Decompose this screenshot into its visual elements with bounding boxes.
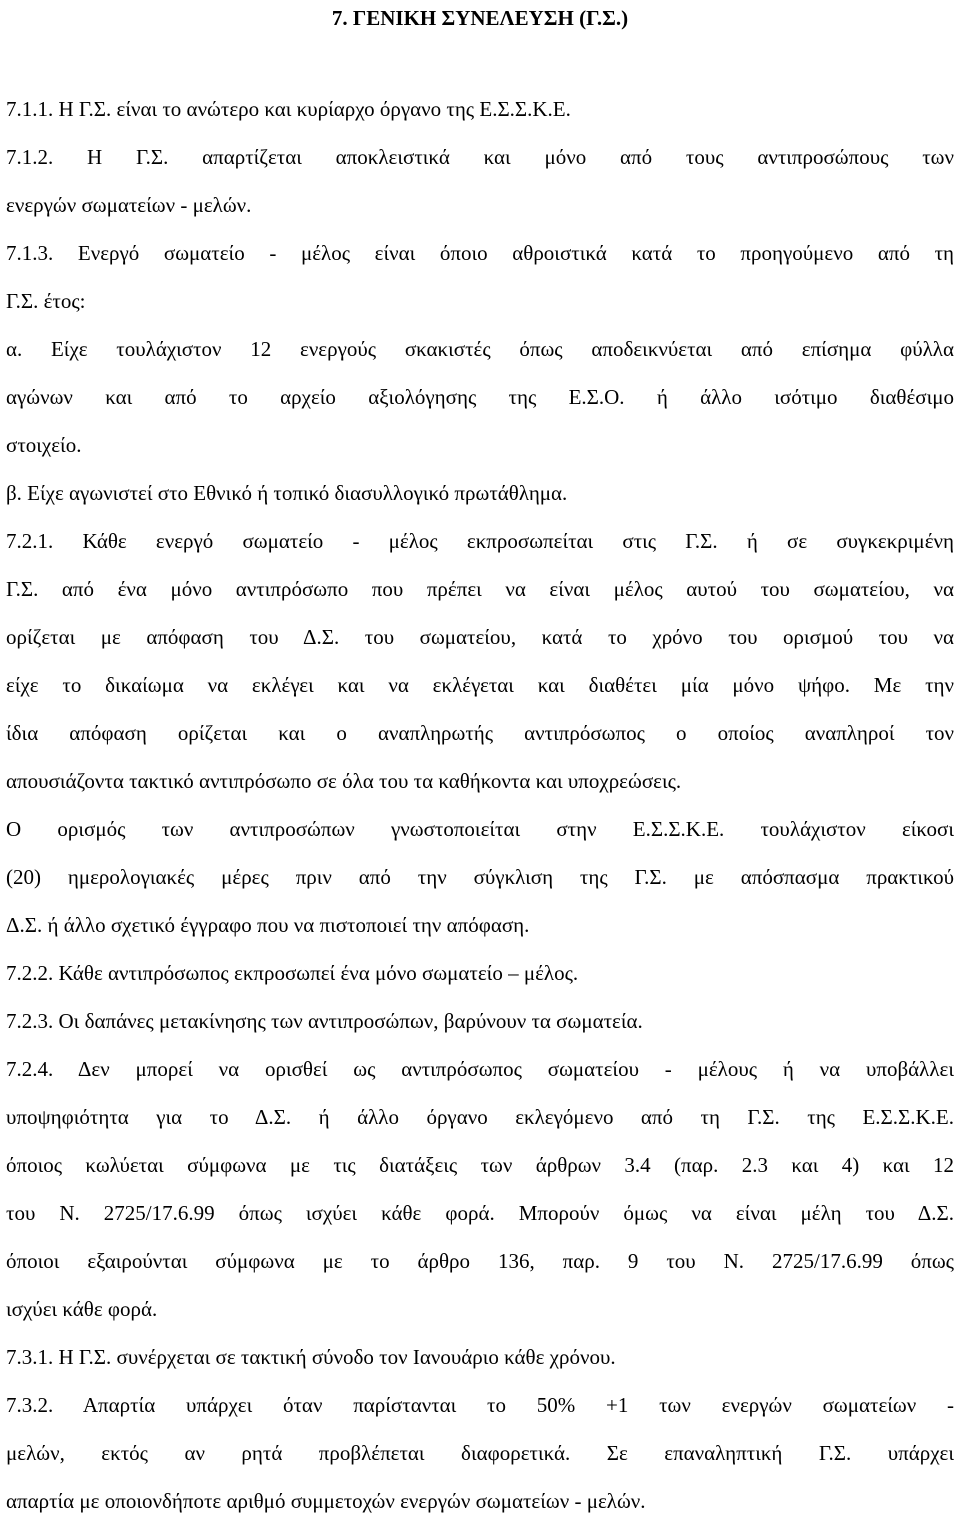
- text-line: Ο ορισμός των αντιπροσώπων γνωστοποιείται στην Ε.Σ.Σ.Κ.Ε. τουλάχιστον είκοσι: [6, 817, 954, 841]
- text-line: 7.1.3. Ενεργό σωματείο - μέλος είναι όποιο αθροιστικά κατά το προηγούμενο από τη: [6, 241, 954, 265]
- text-line: β. Είχε αγωνιστεί στο Εθνικό ή τοπικό διασυλλογικό πρωτάθλημα.: [6, 481, 568, 505]
- text-line: 7.2.3. Οι δαπάνες μετακίνησης των αντιπροσώπων, βαρύνουν τα σωματεία.: [6, 1009, 643, 1033]
- text-line: 7.2.2. Κάθε αντιπρόσωπος εκπροσωπεί ένα μόνο σωματείο – μέλος.: [6, 961, 579, 985]
- text-line: αγώνων και από το αρχείο αξιολόγησης της Ε.Σ.Ο. ή άλλο ισότιμο διαθέσιμο: [6, 385, 954, 409]
- text-line: ίδια απόφαση ορίζεται και ο αναπληρωτής αντιπρόσωπος ο οποίος αναπληροί τον: [6, 721, 954, 745]
- text-line: ενεργών σωματείων - μελών.: [6, 193, 252, 217]
- text-line: απαρτία με οποιονδήποτε αριθμό συμμετοχών ενεργών σωματείων - μελών.: [6, 1489, 646, 1513]
- text-line: 7.2.1. Κάθε ενεργό σωματείο - μέλος εκπροσωπείται στις Γ.Σ. ή σε συγκεκριμένη: [6, 529, 954, 553]
- text-line: Γ.Σ. έτος:: [6, 289, 86, 313]
- text-line: όποιοι εξαιρούνται σύμφωνα με το άρθρο 136, παρ. 9 του Ν. 2725/17.6.99 όπως: [6, 1249, 954, 1273]
- text-line: 7.1.1. Η Γ.Σ. είναι το ανώτερο και κυρίαρχο όργανο της Ε.Σ.Σ.Κ.Ε.: [6, 97, 571, 121]
- text-line: του Ν. 2725/17.6.99 όπως ισχύει κάθε φορά. Μπορούν όμως να είναι μέλη του Δ.Σ.: [6, 1201, 954, 1225]
- text-line: μελών, εκτός αν ρητά προβλέπεται διαφορετικά. Σε επαναληπτική Γ.Σ. υπάρχει: [6, 1441, 954, 1465]
- text-line: 7.3.1. Η Γ.Σ. συνέρχεται σε τακτική σύνοδο τον Ιανουάριο κάθε χρόνου.: [6, 1345, 616, 1369]
- text-line: απουσιάζοντα τακτικό αντιπρόσωπο σε όλα του τα καθήκοντα και υποχρεώσεις.: [6, 769, 682, 793]
- section-heading: 7. ΓΕΝΙΚΗ ΣΥΝΕΛΕΥΣΗ (Γ.Σ.): [331, 6, 629, 30]
- text-line: (20) ημερολογιακές μέρες πριν από την σύγκλιση της Γ.Σ. με απόσπασμα πρακτικού: [6, 865, 954, 889]
- text-line: 7.2.4. Δεν μπορεί να ορισθεί ως αντιπρόσωπος σωματείου - μέλους ή να υποβάλλει: [6, 1057, 954, 1081]
- text-line: Δ.Σ. ή άλλο σχετικό έγγραφο που να πιστοποιεί την απόφαση.: [6, 913, 530, 937]
- text-line: ισχύει κάθε φορά.: [6, 1297, 158, 1321]
- text-line: στοιχείο.: [6, 433, 82, 457]
- text-line: 7.1.2. Η Γ.Σ. απαρτίζεται αποκλειστικά και μόνο από τους αντιπροσώπους των: [6, 145, 954, 169]
- text-line: είχε το δικαίωμα να εκλέγει και να εκλέγεται και διαθέτει μία μόνο ψήφο. Με την: [6, 673, 954, 697]
- text-line: όποιος κωλύεται σύμφωνα με τις διατάξεις των άρθρων 3.4 (παρ. 2.3 και 4) και 12: [6, 1153, 954, 1177]
- text-line: ορίζεται με απόφαση του Δ.Σ. του σωματείου, κατά το χρόνο του ορισμού του να: [6, 625, 954, 649]
- text-line: α. Είχε τουλάχιστον 12 ενεργούς σκακιστές όπως αποδεικνύεται από επίσημα φύλλα: [6, 337, 954, 361]
- text-line: Γ.Σ. από ένα μόνο αντιπρόσωπο που πρέπει να είναι μέλος αυτού του σωματείου, να: [6, 577, 954, 601]
- text-line: 7.3.2. Απαρτία υπάρχει όταν παρίστανται το 50% +1 των ενεργών σωματείων -: [6, 1393, 954, 1417]
- text-line: υποψηφιότητα για το Δ.Σ. ή άλλο όργανο εκλεγόμενο από τη Γ.Σ. της Ε.Σ.Σ.Κ.Ε.: [6, 1105, 954, 1129]
